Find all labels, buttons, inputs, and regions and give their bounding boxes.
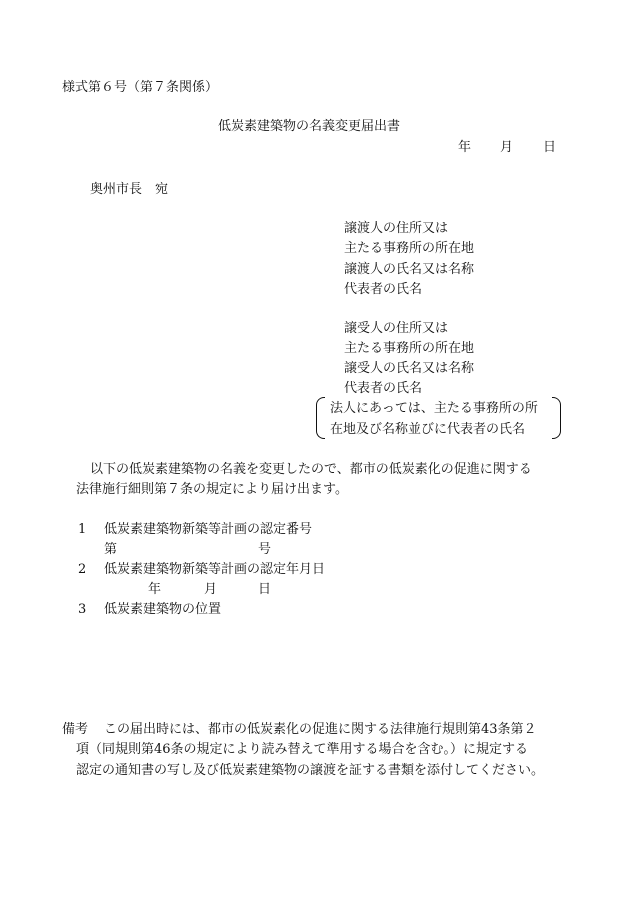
addressee: 奥州市長 宛 [90, 182, 169, 197]
transferor-name-label: 譲渡人の氏名又は名称 [344, 262, 475, 277]
item-3-label: 低炭素建築物の位置 [104, 602, 222, 617]
transferor-office-label: 主たる事務所の所在地 [344, 241, 475, 256]
corporate-note-left-bracket [316, 397, 325, 439]
date-day: 日 [543, 140, 557, 155]
document-title: 低炭素建築物の名義変更届出書 [218, 119, 401, 134]
form-number: 様式第６号（第７条関係） [62, 80, 219, 95]
item-2-label: 低炭素建築物新築等計画の認定年月日 [104, 562, 326, 577]
date-month: 月 [500, 140, 514, 155]
item-1-suffix: 号 [258, 542, 272, 557]
corporate-note-right-bracket [552, 397, 561, 439]
transferee-office-label: 主たる事務所の所在地 [344, 341, 475, 356]
item-2-number: 2 [78, 562, 87, 577]
item-2-year: 年 [148, 582, 162, 597]
item-1-number: 1 [78, 522, 87, 537]
item-3-number: 3 [78, 602, 87, 617]
item-1-prefix: 第 [104, 542, 118, 557]
corporate-note-line1: 法人にあっては、主たる事務所の所 [330, 401, 538, 416]
transferee-name-label: 譲受人の氏名又は名称 [344, 361, 475, 376]
body-text-line2: 法律施行細則第７条の規定により届け出ます。 [76, 482, 348, 497]
remarks-line2: 項（同規則第46条の規定により読み替えて準用する場合を含む。）に規定する [76, 742, 529, 757]
item-2-day: 日 [258, 582, 272, 597]
corporate-note-line2: 在地及び名称並びに代表者の氏名 [330, 422, 526, 437]
transferor-representative-label: 代表者の氏名 [344, 282, 423, 297]
transferee-address-label: 譲受人の住所又は [344, 321, 449, 336]
transferor-address-label: 譲渡人の住所又は [344, 221, 449, 236]
remarks-line3: 認定の通知書の写し及び低炭素建築物の譲渡を証する書類を添付してください。 [76, 763, 545, 778]
item-1-label: 低炭素建築物新築等計画の認定番号 [104, 522, 313, 537]
item-2-month: 月 [204, 582, 218, 597]
remarks-label: 備考 [62, 722, 89, 737]
body-text-line1: 以下の低炭素建築物の名義を変更したので、都市の低炭素化の促進に関する [90, 462, 532, 477]
remarks-line1: この届出時には、都市の低炭素化の促進に関する法律施行規則第43条第２ [104, 722, 537, 737]
date-year: 年 [458, 140, 472, 155]
transferee-representative-label: 代表者の氏名 [344, 381, 423, 396]
